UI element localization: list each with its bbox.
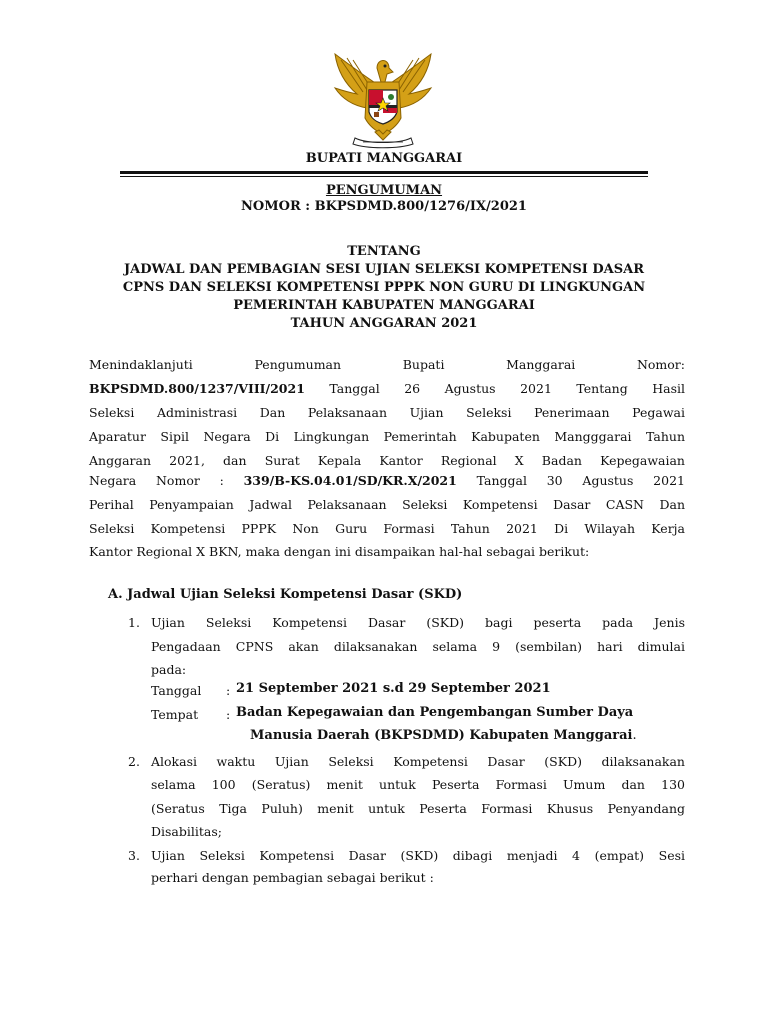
title-line: TENTANG <box>347 244 421 259</box>
header-rule-thick <box>120 171 648 174</box>
intro-line: Aparatur Sipil Negara Di Lingkungan Pemerintah Kabupaten Mangggarai Tahun <box>89 429 685 444</box>
title-line: JADWAL DAN PEMBAGIAN SESI UJIAN SELEKSI KOMPETENSI DASAR <box>123 262 645 277</box>
intro-line: Negara Nomor : 339/B-KS.04.01/SD/KR.X/2021 Tanggal 30 Agustus 2021 <box>89 473 685 488</box>
tempat-value: Badan Kepegawaian dan Pengembangan Sumber Daya <box>236 705 634 720</box>
tempat-colon: : <box>226 707 231 722</box>
list-item-line: Ujian Seleksi Kompetensi Dasar (SKD) dibagi menjadi 4 (empat) Sesi <box>151 848 685 863</box>
reference-number: BKPSDMD.800/1237/VIII/2021 <box>89 381 305 396</box>
title-line: PEMERINTAH KABUPATEN MANGGARAI <box>233 298 535 313</box>
intro-line: Seleksi Administrasi Dan Pelaksanaan Ujian Seleksi Penerimaan Pegawai <box>89 405 685 420</box>
list-number: 2. <box>128 754 140 769</box>
list-item-line: Alokasi waktu Ujian Seleksi Kompetensi Dasar (SKD) dilaksanakan <box>151 754 685 769</box>
title-line: TAHUN ANGGARAN 2021 <box>290 316 478 331</box>
intro-line: Perihal Penyampaian Jadwal Pelaksanaan Seleksi Kompetensi Dasar CASN Dan <box>89 497 685 512</box>
tanggal-label: Tanggal <box>151 683 202 698</box>
list-item-line: (Seratus Tiga Puluh) menit untuk Peserta Formasi Khusus Penyandang <box>151 801 685 816</box>
section-a-title: A. Jadwal Ujian Seleksi Kompetensi Dasar (SKD) <box>108 587 463 602</box>
document-number: NOMOR : BKPSDMD.800/1276/IX/2021 <box>241 199 527 214</box>
header-rule-thin <box>120 176 648 177</box>
intro-line: Kantor Regional X BKN, maka dengan ini disampaikan hal-hal sebagai berikut: <box>89 544 590 559</box>
garuda-pancasila-icon <box>327 48 439 150</box>
intro-line: Seleksi Kompetensi PPPK Non Guru Formasi Tahun 2021 Di Wilayah Kerja <box>89 521 685 536</box>
intro-line: BKPSDMD.800/1237/VIII/2021 Tanggal 26 Agustus 2021 Tentang Hasil <box>89 381 685 396</box>
letter-number: 339/B-KS.04.01/SD/KR.X/2021 <box>243 473 457 488</box>
intro-line: Anggaran 2021, dan Surat Kepala Kantor Regional X Badan Kepegawaian <box>89 453 685 468</box>
list-item-line: pada: <box>151 662 187 677</box>
tanggal-colon: : <box>226 683 231 698</box>
list-item-line: Pengadaan CPNS akan dilaksanakan selama 9 (sembilan) hari dimulai <box>151 639 685 654</box>
office-name: BUPATI MANGGARAI <box>305 151 463 166</box>
list-item-line: perhari dengan pembagian sebagai berikut : <box>151 870 434 885</box>
title-line: CPNS DAN SELEKSI KOMPETENSI PPPK NON GURU DI LINGKUNGAN <box>122 280 646 295</box>
tempat-label: Tempat <box>151 707 199 722</box>
document-type: PENGUMUMAN <box>325 183 443 198</box>
list-item-line: selama 100 (Seratus) menit untuk Peserta Formasi Umum dan 130 <box>151 777 685 792</box>
intro-line: Menindaklanjuti Pengumuman Bupati Manggarai Nomor: <box>89 357 685 372</box>
tanggal-value: 21 September 2021 s.d 29 September 2021 <box>236 681 551 696</box>
list-number: 1. <box>128 615 140 630</box>
tempat-value-cont: Manusia Daerah (BKPSDMD) Kabupaten Manggarai. <box>250 728 637 743</box>
list-item-line: Disabilitas; <box>151 824 222 839</box>
list-number: 3. <box>128 848 140 863</box>
list-item-line: Ujian Seleksi Kompetensi Dasar (SKD) bagi peserta pada Jenis <box>151 615 685 630</box>
